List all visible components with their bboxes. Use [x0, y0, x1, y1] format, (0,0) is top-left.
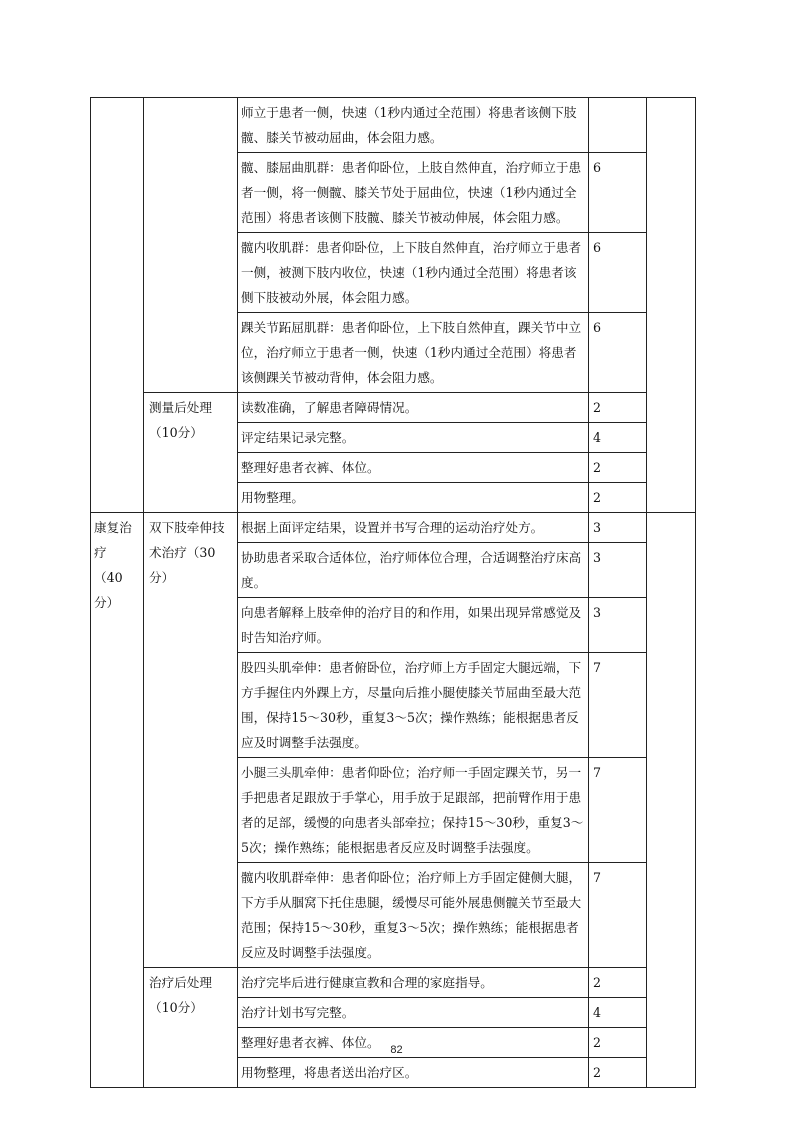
score-cell: 7	[589, 758, 647, 863]
score-cell: 6	[589, 313, 647, 393]
content-cell: 整理好患者衣裤、体位。	[238, 1028, 589, 1058]
content-cell: 用物整理，将患者送出治疗区。	[238, 1058, 589, 1088]
content-cell: 评定结果记录完整。	[238, 423, 589, 453]
score-cell	[589, 98, 647, 153]
content-cell: 髋内收肌群：患者仰卧位，上下肢自然伸直，治疗师立于患者一侧，被测下肢内收位，快速（1秒内通过全范围）将患者该侧下肢被动外展，体会阻力感。	[238, 233, 589, 313]
content-cell: 根据上面评定结果，设置并书写合理的运动治疗处方。	[238, 513, 589, 543]
score-cell: 7	[589, 653, 647, 758]
content-cell: 治疗完毕后进行健康宣教和合理的家庭指导。	[238, 968, 589, 998]
score-cell: 2	[589, 453, 647, 483]
content-cell: 治疗计划书写完整。	[238, 998, 589, 1028]
content-cell: 踝关节跖屈肌群：患者仰卧位，上下肢自然伸直，踝关节中立位，治疗师立于患者一侧，快速（1秒内通过全范围）将患者该侧踝关节被动背伸，体会阻力感。	[238, 313, 589, 393]
score-cell: 2	[589, 1028, 647, 1058]
content-cell: 用物整理。	[238, 483, 589, 513]
score-cell: 7	[589, 863, 647, 968]
score-cell: 4	[589, 998, 647, 1028]
section-cell-continued	[91, 98, 144, 513]
content-cell: 协助患者采取合适体位，治疗师体位合理，合适调整治疗床高度。	[238, 543, 589, 598]
post-treat-label: 治疗后处理 （10分）	[144, 968, 238, 1088]
content-cell: 股四头肌牵伸：患者俯卧位，治疗师上方手固定大腿远端，下方手握住内外踝上方，尽量向后推小腿使膝关节屈曲至最大范围，保持15～30秒，重复3～5次；操作熟练；能根据患者反应及时调整手法强度。	[238, 653, 589, 758]
score-cell: 2	[589, 1058, 647, 1088]
score-cell: 3	[589, 513, 647, 543]
score-cell: 2	[589, 483, 647, 513]
score-cell: 2	[589, 968, 647, 998]
table-row	[91, 393, 696, 423]
assessment-table	[90, 97, 696, 1088]
table-row	[91, 513, 696, 543]
content-cell: 师立于患者一侧，快速（1秒内通过全范围）将患者该侧下肢髋、膝关节被动屈曲，体会阻力感。	[238, 98, 589, 153]
score-cell: 4	[589, 423, 647, 453]
score-cell: 2	[589, 393, 647, 423]
table-row	[91, 968, 696, 998]
score-cell: 3	[589, 543, 647, 598]
content-cell: 向患者解释上肢牵伸的治疗目的和作用，如果出现异常感觉及时告知治疗师。	[238, 598, 589, 653]
content-cell: 髋、膝屈曲肌群：患者仰卧位，上肢自然伸直，治疗师立于患者一侧，将一侧髋、膝关节处于屈曲位，快速（1秒内通过全范围）将患者该侧下肢髋、膝关节被动伸展，体会阻力感。	[238, 153, 589, 233]
traction-label: 双下肢牵伸技术治疗（30分）	[144, 513, 238, 968]
score-cell: 3	[589, 598, 647, 653]
content-cell: 整理好患者衣裤、体位。	[238, 453, 589, 483]
table-row	[91, 98, 696, 153]
item-cell-continued	[144, 98, 238, 393]
score-cell: 6	[589, 153, 647, 233]
remark-cell	[647, 98, 696, 513]
post-measure-label: 测量后处理 （10分）	[144, 393, 238, 513]
content-cell: 读数准确，了解患者障碍情况。	[238, 393, 589, 423]
remark-cell	[647, 513, 696, 1088]
content-cell: 小腿三头肌牵伸：患者仰卧位；治疗师一手固定踝关节，另一手把患者足跟放于手掌心，用手放于足跟部，把前臂作用于患者的足部，缓慢的向患者头部牵拉；保持15～30秒，重复3～5次；操作熟练；能根据患者反应及时调整手法强度。	[238, 758, 589, 863]
rehab-section-label: 康复治疗 （40分）	[91, 513, 144, 1088]
score-cell: 6	[589, 233, 647, 313]
page-number: 82	[390, 1044, 403, 1056]
content-cell: 髋内收肌群牵伸：患者仰卧位；治疗师上方手固定健侧大腿，下方手从腘窝下托住患腿，缓慢尽可能外展患侧髋关节至最大范围；保持15～30秒，重复3～5次；操作熟练；能根据患者反应及时调整手法强度。	[238, 863, 589, 968]
